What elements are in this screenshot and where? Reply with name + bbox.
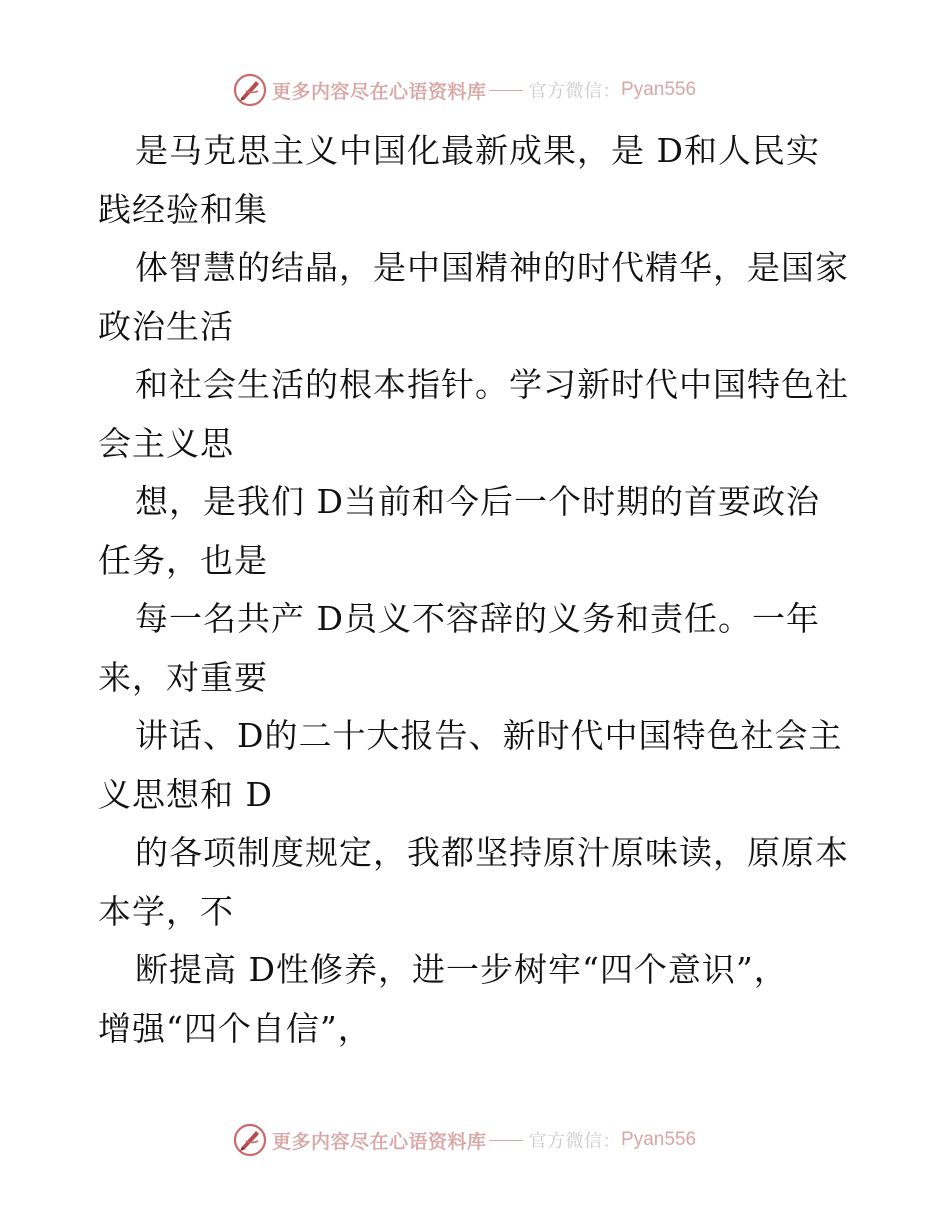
text-line: 想，是我们 D当前和今后一个时期的首要政治 xyxy=(135,482,820,521)
watermark-dash xyxy=(489,1140,523,1141)
watermark-wechat-label: 官方微信： xyxy=(528,1131,622,1152)
document-body xyxy=(98,122,878,1058)
text-line: 断提高 D性修养，进一步树牢“四个意识”， xyxy=(135,950,788,989)
text-line: 任务，也是 xyxy=(98,540,268,580)
text-line: 体智慧的结晶，是中国精神的时代精华，是国家 xyxy=(135,248,849,287)
text-line: 和社会生活的根本指针。学习新时代中国特色社 xyxy=(135,365,849,404)
text-line: 增强“四个自信”， xyxy=(98,1008,372,1048)
text-line: 是马克思主义中国化最新成果，是 D和人民实 xyxy=(135,131,820,170)
watermark-site-text: 更多内容尽在心语资料库 xyxy=(272,1130,487,1153)
watermark-wechat-id: Pyan556 xyxy=(621,1129,697,1150)
watermark-dash xyxy=(489,90,523,91)
text-line: 会主义思 xyxy=(98,423,234,463)
text-line: 践经验和集 xyxy=(98,189,268,229)
watermark-wechat-id: Pyan556 xyxy=(621,79,697,100)
header-watermark xyxy=(232,70,712,110)
text-line: 来，对重要 xyxy=(98,657,268,697)
footer-watermark xyxy=(232,1120,712,1160)
text-line: 政治生活 xyxy=(98,306,234,346)
text-line: 本学，不 xyxy=(98,891,234,931)
text-line: 的各项制度规定，我都坚持原汁原味读，原原本 xyxy=(135,833,849,872)
quill-pen-logo-icon xyxy=(232,72,268,108)
text-line: 每一名共产 D员义不容辞的义务和责任。一年 xyxy=(135,599,820,638)
text-line: 讲话、D的二十大报告、新时代中国特色社会主 xyxy=(135,716,843,755)
watermark-wechat-label: 官方微信： xyxy=(528,81,622,102)
text-line: 义思想和 D xyxy=(98,774,273,814)
watermark-site-text: 更多内容尽在心语资料库 xyxy=(272,80,487,103)
quill-pen-logo-icon xyxy=(232,1122,268,1158)
